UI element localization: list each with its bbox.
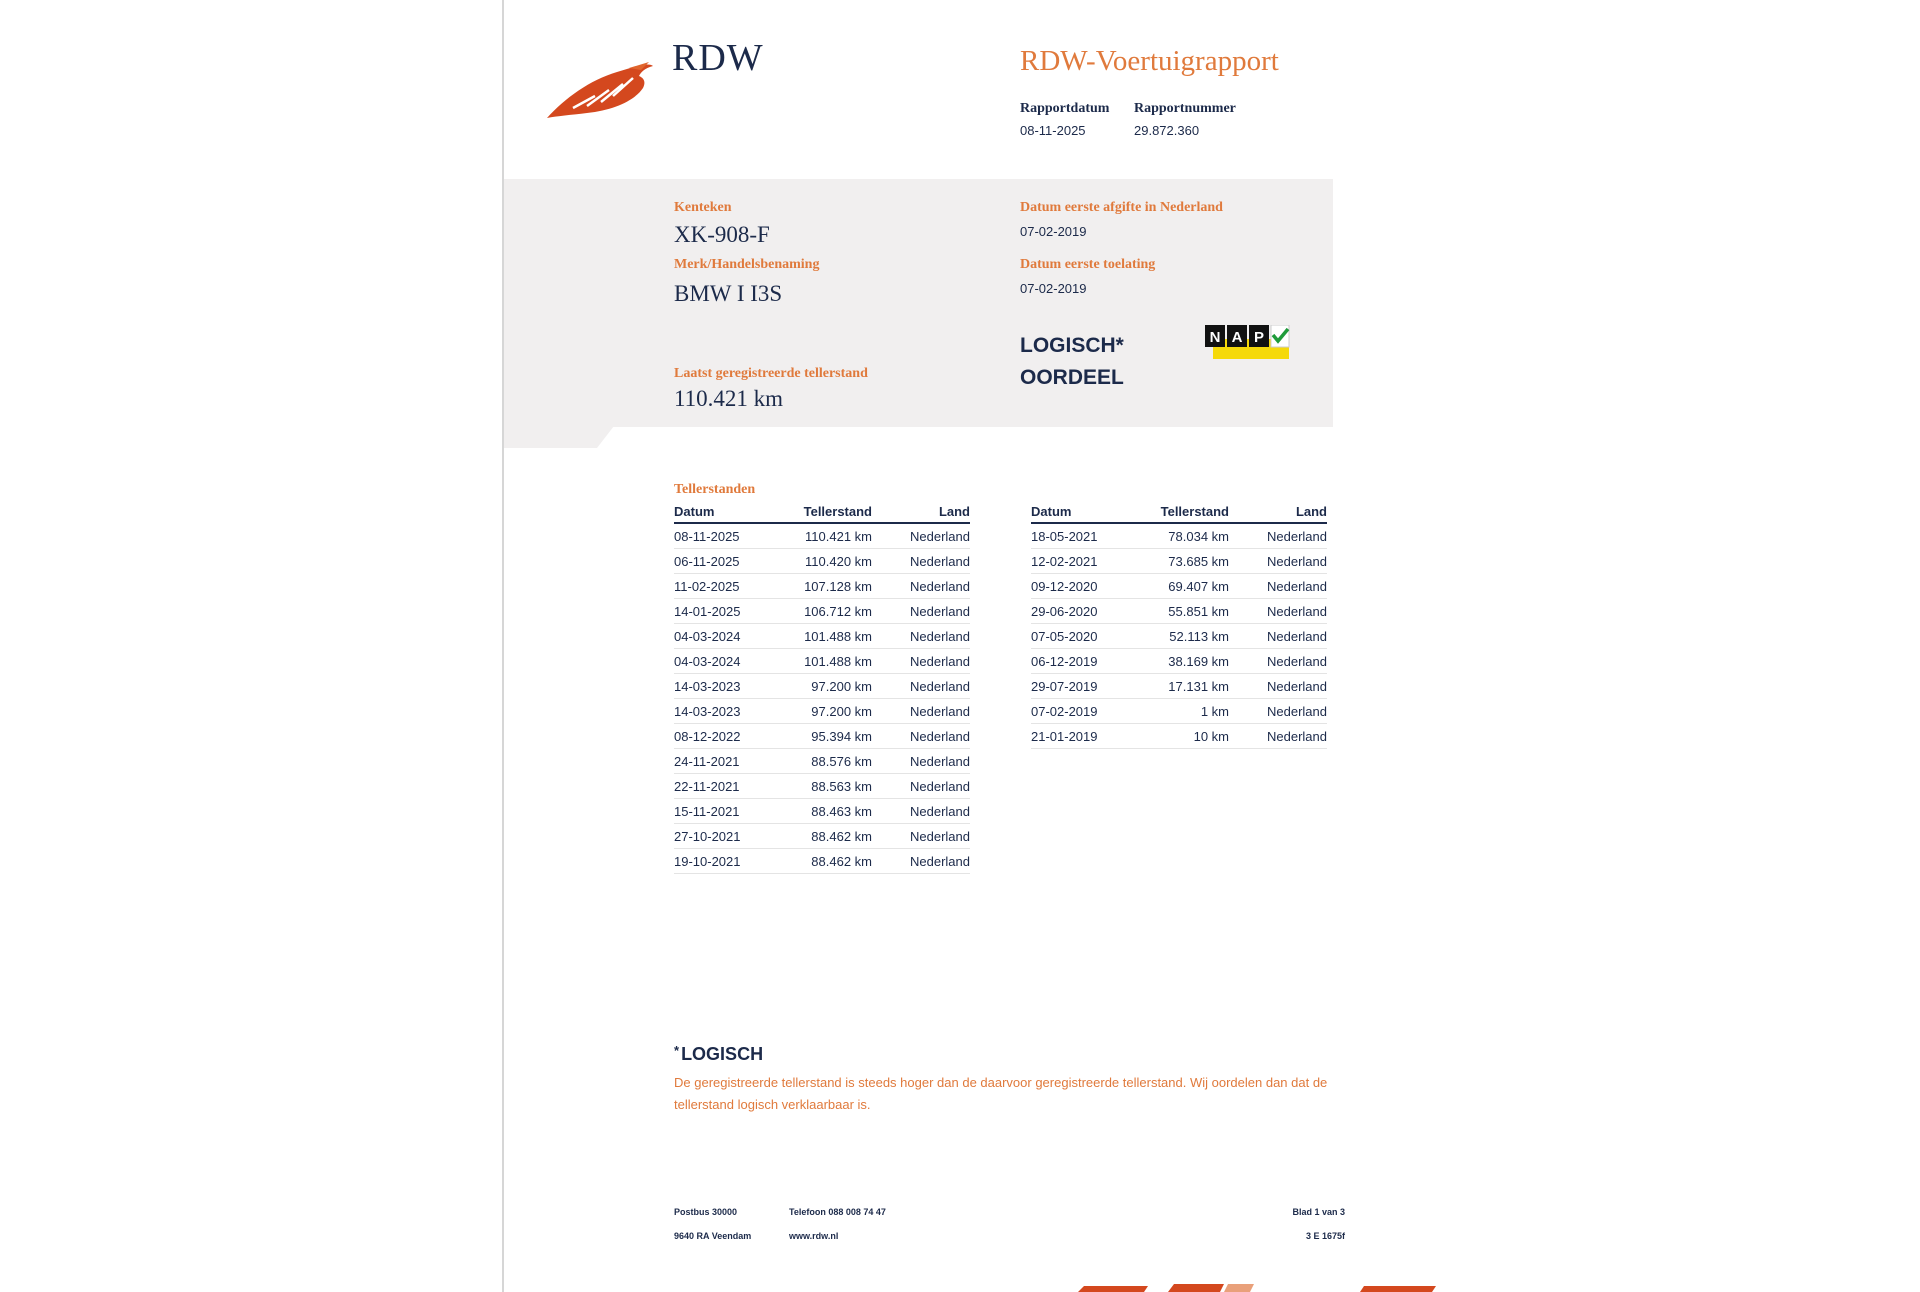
plate-value: XK-908-F <box>674 222 770 247</box>
footer-website[interactable]: www.rdw.nl <box>789 1231 839 1241</box>
footer-document-code: 3 E 1675f <box>1305 1231 1345 1241</box>
cell-date: 29-07-2019 <box>1031 674 1146 699</box>
table-row <box>1031 699 1327 724</box>
cell-date: 14-03-2023 <box>674 674 789 699</box>
column-header-date: Datum <box>1031 504 1146 523</box>
table-row <box>674 523 970 549</box>
cell-date: 27-10-2021 <box>674 824 789 849</box>
cell-date: 04-03-2024 <box>674 624 789 649</box>
cell-country: Nederland <box>872 849 970 874</box>
note-text: De geregistreerde tellerstand is steeds hoger dan de daarvoor geregistreerde tellerstand. Wij oordelen dan dat de tellerstand logisch verklaarbaar is. <box>674 1075 1328 1112</box>
report-date-label: Rapportdatum <box>1020 101 1110 116</box>
last-odometer-value: 110.421 km <box>674 386 784 411</box>
cell-country: Nederland <box>872 523 970 549</box>
cell-date: 11-02-2025 <box>674 574 789 599</box>
cell-country: Nederland <box>872 699 970 724</box>
table-row <box>674 749 970 774</box>
cell-date: 12-02-2021 <box>1031 549 1146 574</box>
cell-reading: 101.488 km <box>789 624 872 649</box>
make-label: Merk/Handelsbenaming <box>674 257 820 272</box>
cell-country: Nederland <box>1229 724 1327 749</box>
table-row <box>1031 574 1327 599</box>
first-registration-nl-value: 07-02-2019 <box>1020 224 1087 239</box>
footer-page-number: Blad 1 van 3 <box>1292 1207 1345 1217</box>
table-row <box>1031 724 1327 749</box>
table-row <box>1031 649 1327 674</box>
table-row <box>1031 523 1327 549</box>
cell-country: Nederland <box>872 574 970 599</box>
cell-reading: 69.407 km <box>1146 574 1229 599</box>
note-title <box>674 1044 763 1065</box>
nap-check-icon <box>1205 325 1291 361</box>
cell-date: 22-11-2021 <box>674 774 789 799</box>
table-row <box>674 599 970 624</box>
cell-reading: 78.034 km <box>1146 523 1229 549</box>
footer-phone: Telefoon 088 008 74 47 <box>789 1207 886 1217</box>
cell-reading: 101.488 km <box>789 649 872 674</box>
cell-date: 15-11-2021 <box>674 799 789 824</box>
table-row <box>674 549 970 574</box>
rdw-logo-icon <box>545 58 655 120</box>
cell-reading: 110.420 km <box>789 549 872 574</box>
cell-country: Nederland <box>872 649 970 674</box>
table-row <box>674 574 970 599</box>
odometer-table-right <box>1031 504 1327 749</box>
table-row <box>1031 674 1327 699</box>
odometer-section-title: Tellerstanden <box>674 482 756 497</box>
footer-city: 9640 RA Veendam <box>674 1231 752 1241</box>
cell-date: 14-01-2025 <box>674 599 789 624</box>
table-row <box>674 674 970 699</box>
cell-date: 06-12-2019 <box>1031 649 1146 674</box>
cell-country: Nederland <box>872 724 970 749</box>
table-row <box>674 799 970 824</box>
verdict <box>1020 330 1124 394</box>
column-header-date: Datum <box>674 504 789 523</box>
cell-reading: 95.394 km <box>789 724 872 749</box>
cell-country: Nederland <box>1229 674 1327 699</box>
column-header-reading: Tellerstand <box>1146 504 1229 523</box>
cell-country: Nederland <box>1229 599 1327 624</box>
plate-label: Kenteken <box>674 200 732 215</box>
cell-date: 08-11-2025 <box>674 523 789 549</box>
nap-letter-a: A <box>1231 329 1243 346</box>
cell-reading: 38.169 km <box>1146 649 1229 674</box>
cell-date: 08-12-2022 <box>674 724 789 749</box>
footer-po-box: Postbus 30000 <box>674 1207 738 1217</box>
table-header-row <box>674 504 970 523</box>
column-header-country: Land <box>872 504 970 523</box>
cell-date: 07-02-2019 <box>1031 699 1146 724</box>
nap-letter-p: P <box>1253 329 1265 346</box>
cell-reading: 106.712 km <box>789 599 872 624</box>
cell-country: Nederland <box>872 749 970 774</box>
cell-country: Nederland <box>1229 649 1327 674</box>
cell-reading: 52.113 km <box>1146 624 1229 649</box>
cell-date: 29-06-2020 <box>1031 599 1146 624</box>
note-title-text: LOGISCH <box>681 1044 764 1064</box>
cell-reading: 110.421 km <box>789 523 872 549</box>
cell-reading: 97.200 km <box>789 699 872 724</box>
cell-date: 14-03-2023 <box>674 699 789 724</box>
report-date: 08-11-2025 <box>1020 123 1086 138</box>
note-star: * <box>674 1043 680 1058</box>
cell-date: 24-11-2021 <box>674 749 789 774</box>
cell-country: Nederland <box>872 824 970 849</box>
column-header-country: Land <box>1229 504 1327 523</box>
cell-reading: 88.563 km <box>789 774 872 799</box>
table-row <box>674 774 970 799</box>
cell-reading: 73.685 km <box>1146 549 1229 574</box>
cell-date: 18-05-2021 <box>1031 523 1146 549</box>
cell-reading: 107.128 km <box>789 574 872 599</box>
cell-reading: 88.462 km <box>789 824 872 849</box>
cell-reading: 55.851 km <box>1146 599 1229 624</box>
table-row <box>1031 599 1327 624</box>
summary-panel <box>504 179 1333 427</box>
footer-decoration <box>1078 1284 1438 1292</box>
cell-country: Nederland <box>872 624 970 649</box>
brand-name: RDW <box>672 37 764 79</box>
table-row <box>674 649 970 674</box>
cell-country: Nederland <box>872 599 970 624</box>
cell-country: Nederland <box>1229 574 1327 599</box>
cell-country: Nederland <box>872 799 970 824</box>
table-row <box>1031 624 1327 649</box>
report-title: RDW-Voertuigrapport <box>1020 45 1279 77</box>
cell-date: 07-05-2020 <box>1031 624 1146 649</box>
cell-date: 09-12-2020 <box>1031 574 1146 599</box>
cell-reading: 1 km <box>1146 699 1229 724</box>
report-number-label: Rapportnummer <box>1134 101 1236 116</box>
last-odometer-label: Laatst geregistreerde tellerstand <box>674 366 868 381</box>
cell-country: Nederland <box>1229 699 1327 724</box>
table-header-row <box>1031 504 1327 523</box>
column-header-reading: Tellerstand <box>789 504 872 523</box>
cell-country: Nederland <box>1229 549 1327 574</box>
summary-panel-notch <box>504 426 614 448</box>
cell-date: 04-03-2024 <box>674 649 789 674</box>
nap-letter-n: N <box>1209 329 1221 346</box>
report-number: 29.872.360 <box>1134 123 1200 138</box>
cell-reading: 88.462 km <box>789 849 872 874</box>
table-row <box>674 849 970 874</box>
table-row <box>1031 549 1327 574</box>
cell-country: Nederland <box>872 549 970 574</box>
cell-reading: 88.576 km <box>789 749 872 774</box>
verdict-line-2: OORDEEL <box>1020 366 1124 389</box>
cell-reading: 88.463 km <box>789 799 872 824</box>
first-admission-label: Datum eerste toelating <box>1020 257 1156 272</box>
verdict-line-1: LOGISCH* <box>1020 334 1124 357</box>
cell-country: Nederland <box>872 674 970 699</box>
table-row <box>674 824 970 849</box>
first-registration-nl-label: Datum eerste afgifte in Nederland <box>1020 200 1223 215</box>
cell-reading: 97.200 km <box>789 674 872 699</box>
cell-reading: 17.131 km <box>1146 674 1229 699</box>
odometer-table-left <box>674 504 970 874</box>
cell-date: 19-10-2021 <box>674 849 789 874</box>
cell-date: 21-01-2019 <box>1031 724 1146 749</box>
make-value: BMW I I3S <box>674 281 783 306</box>
cell-country: Nederland <box>1229 624 1327 649</box>
table-row <box>674 624 970 649</box>
cell-reading: 10 km <box>1146 724 1229 749</box>
cell-date: 06-11-2025 <box>674 549 789 574</box>
table-row <box>674 724 970 749</box>
cell-country: Nederland <box>1229 523 1327 549</box>
table-row <box>674 699 970 724</box>
cell-country: Nederland <box>872 774 970 799</box>
first-admission-value: 07-02-2019 <box>1020 281 1087 296</box>
